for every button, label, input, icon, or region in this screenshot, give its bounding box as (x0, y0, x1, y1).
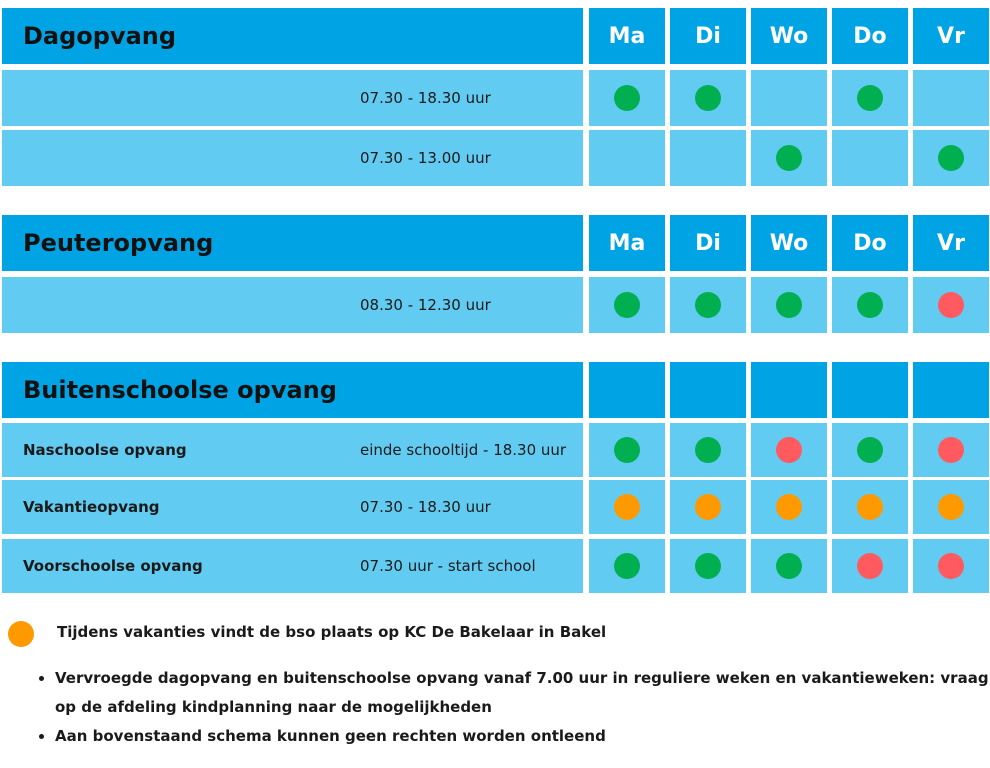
day-header-cell (913, 215, 989, 271)
row-time: einde schooltijd - 18.30 uur (360, 441, 567, 459)
day-cell (913, 480, 989, 534)
day-label: Vr (937, 23, 965, 49)
day-cell (832, 277, 908, 333)
day-header-cell (832, 362, 908, 418)
day-cell (751, 480, 827, 534)
status-green-dot-icon (695, 437, 721, 463)
status-green-dot-icon (614, 85, 640, 111)
day-cell (832, 480, 908, 534)
status-green-dot-icon (614, 292, 640, 318)
row-label: Naschoolse opvang (23, 441, 187, 459)
day-cell (913, 130, 989, 186)
day-cell (751, 423, 827, 477)
status-red-dot-icon (938, 553, 964, 579)
day-header-cell (751, 362, 827, 418)
day-header-cell (670, 215, 746, 271)
day-header-cell (589, 362, 665, 418)
day-header-cell (913, 8, 989, 64)
status-red-dot-icon (938, 437, 964, 463)
note-item: • Vervroegde dagopvang en buitenschoolse opvang vanaf 7.00 uur in reguliere weken en vakantieweken: vraag op de afdeling kindplanning naar de mogelijkheden (55, 664, 990, 722)
peuteropvang-header (2, 215, 583, 271)
day-header-cell (751, 215, 827, 271)
day-cell (913, 277, 989, 333)
status-green-dot-icon (776, 553, 802, 579)
day-label: Do (853, 23, 887, 49)
row-time: 07.30 - 18.30 uur (360, 498, 491, 516)
status-green-dot-icon (695, 553, 721, 579)
status-green-dot-icon (857, 85, 883, 111)
schedule-row (2, 277, 583, 333)
day-header-cell (670, 8, 746, 64)
day-header-cell (589, 215, 665, 271)
day-cell (832, 539, 908, 593)
day-cell (589, 70, 665, 126)
day-cell (751, 277, 827, 333)
status-green-dot-icon (776, 292, 802, 318)
day-cell (589, 480, 665, 534)
status-orange-dot-icon (857, 494, 883, 520)
schedule-row (2, 130, 583, 186)
day-label: Do (853, 230, 887, 256)
status-orange-dot-icon (938, 494, 964, 520)
day-cell (832, 70, 908, 126)
day-cell (913, 423, 989, 477)
day-cell (670, 423, 746, 477)
day-header-cell (589, 8, 665, 64)
row-time: 07.30 - 18.30 uur (360, 89, 491, 107)
day-label: Ma (608, 230, 646, 256)
day-cell (832, 130, 908, 186)
status-orange-dot-icon (614, 494, 640, 520)
schedule-row (2, 539, 583, 593)
day-label: Ma (608, 23, 646, 49)
status-green-dot-icon (614, 553, 640, 579)
status-green-dot-icon (614, 437, 640, 463)
status-green-dot-icon (938, 145, 964, 171)
day-cell (832, 423, 908, 477)
status-green-dot-icon (776, 145, 802, 171)
day-label: Vr (937, 230, 965, 256)
day-header-cell (832, 215, 908, 271)
notes-list (34, 664, 990, 751)
row-time: 07.30 uur - start school (360, 557, 536, 575)
row-time: 07.30 - 13.00 uur (360, 149, 491, 167)
day-cell (913, 70, 989, 126)
day-label: Di (695, 230, 721, 256)
day-header-cell (670, 362, 746, 418)
day-cell (670, 70, 746, 126)
section-title: Buitenschoolse opvang (23, 376, 337, 404)
legend-text: Tijdens vakanties vindt de bso plaats op KC De Bakelaar in Bakel (57, 623, 607, 641)
row-label: Vakantieopvang (23, 498, 160, 516)
schedule-row (2, 423, 583, 477)
schedule-row (2, 70, 583, 126)
day-cell (751, 539, 827, 593)
day-cell (670, 539, 746, 593)
day-cell (913, 539, 989, 593)
day-cell (670, 130, 746, 186)
day-cell (670, 480, 746, 534)
day-header-cell (832, 8, 908, 64)
day-header-cell (751, 8, 827, 64)
status-green-dot-icon (695, 292, 721, 318)
dagopvang-header (2, 8, 583, 64)
day-cell (751, 70, 827, 126)
status-green-dot-icon (857, 292, 883, 318)
bso-header (2, 362, 583, 418)
status-orange-dot-icon (695, 494, 721, 520)
row-label: Voorschoolse opvang (23, 557, 203, 575)
day-cell (589, 539, 665, 593)
section-title: Dagopvang (23, 22, 177, 50)
section-title: Peuteropvang (23, 229, 214, 257)
note-item: • Aan bovenstaand schema kunnen geen rechten worden ontleend (55, 722, 990, 751)
status-green-dot-icon (857, 437, 883, 463)
day-cell (670, 277, 746, 333)
legend-orange-dot-icon (8, 621, 34, 647)
day-label: Wo (769, 23, 809, 49)
status-red-dot-icon (776, 437, 802, 463)
status-red-dot-icon (938, 292, 964, 318)
day-cell (589, 423, 665, 477)
status-red-dot-icon (857, 553, 883, 579)
day-label: Wo (769, 230, 809, 256)
day-cell (589, 130, 665, 186)
day-cell (589, 277, 665, 333)
day-header-cell (913, 362, 989, 418)
day-label: Di (695, 23, 721, 49)
status-green-dot-icon (695, 85, 721, 111)
row-time: 08.30 - 12.30 uur (360, 296, 491, 314)
status-orange-dot-icon (776, 494, 802, 520)
schedule-row (2, 480, 583, 534)
day-cell (751, 130, 827, 186)
